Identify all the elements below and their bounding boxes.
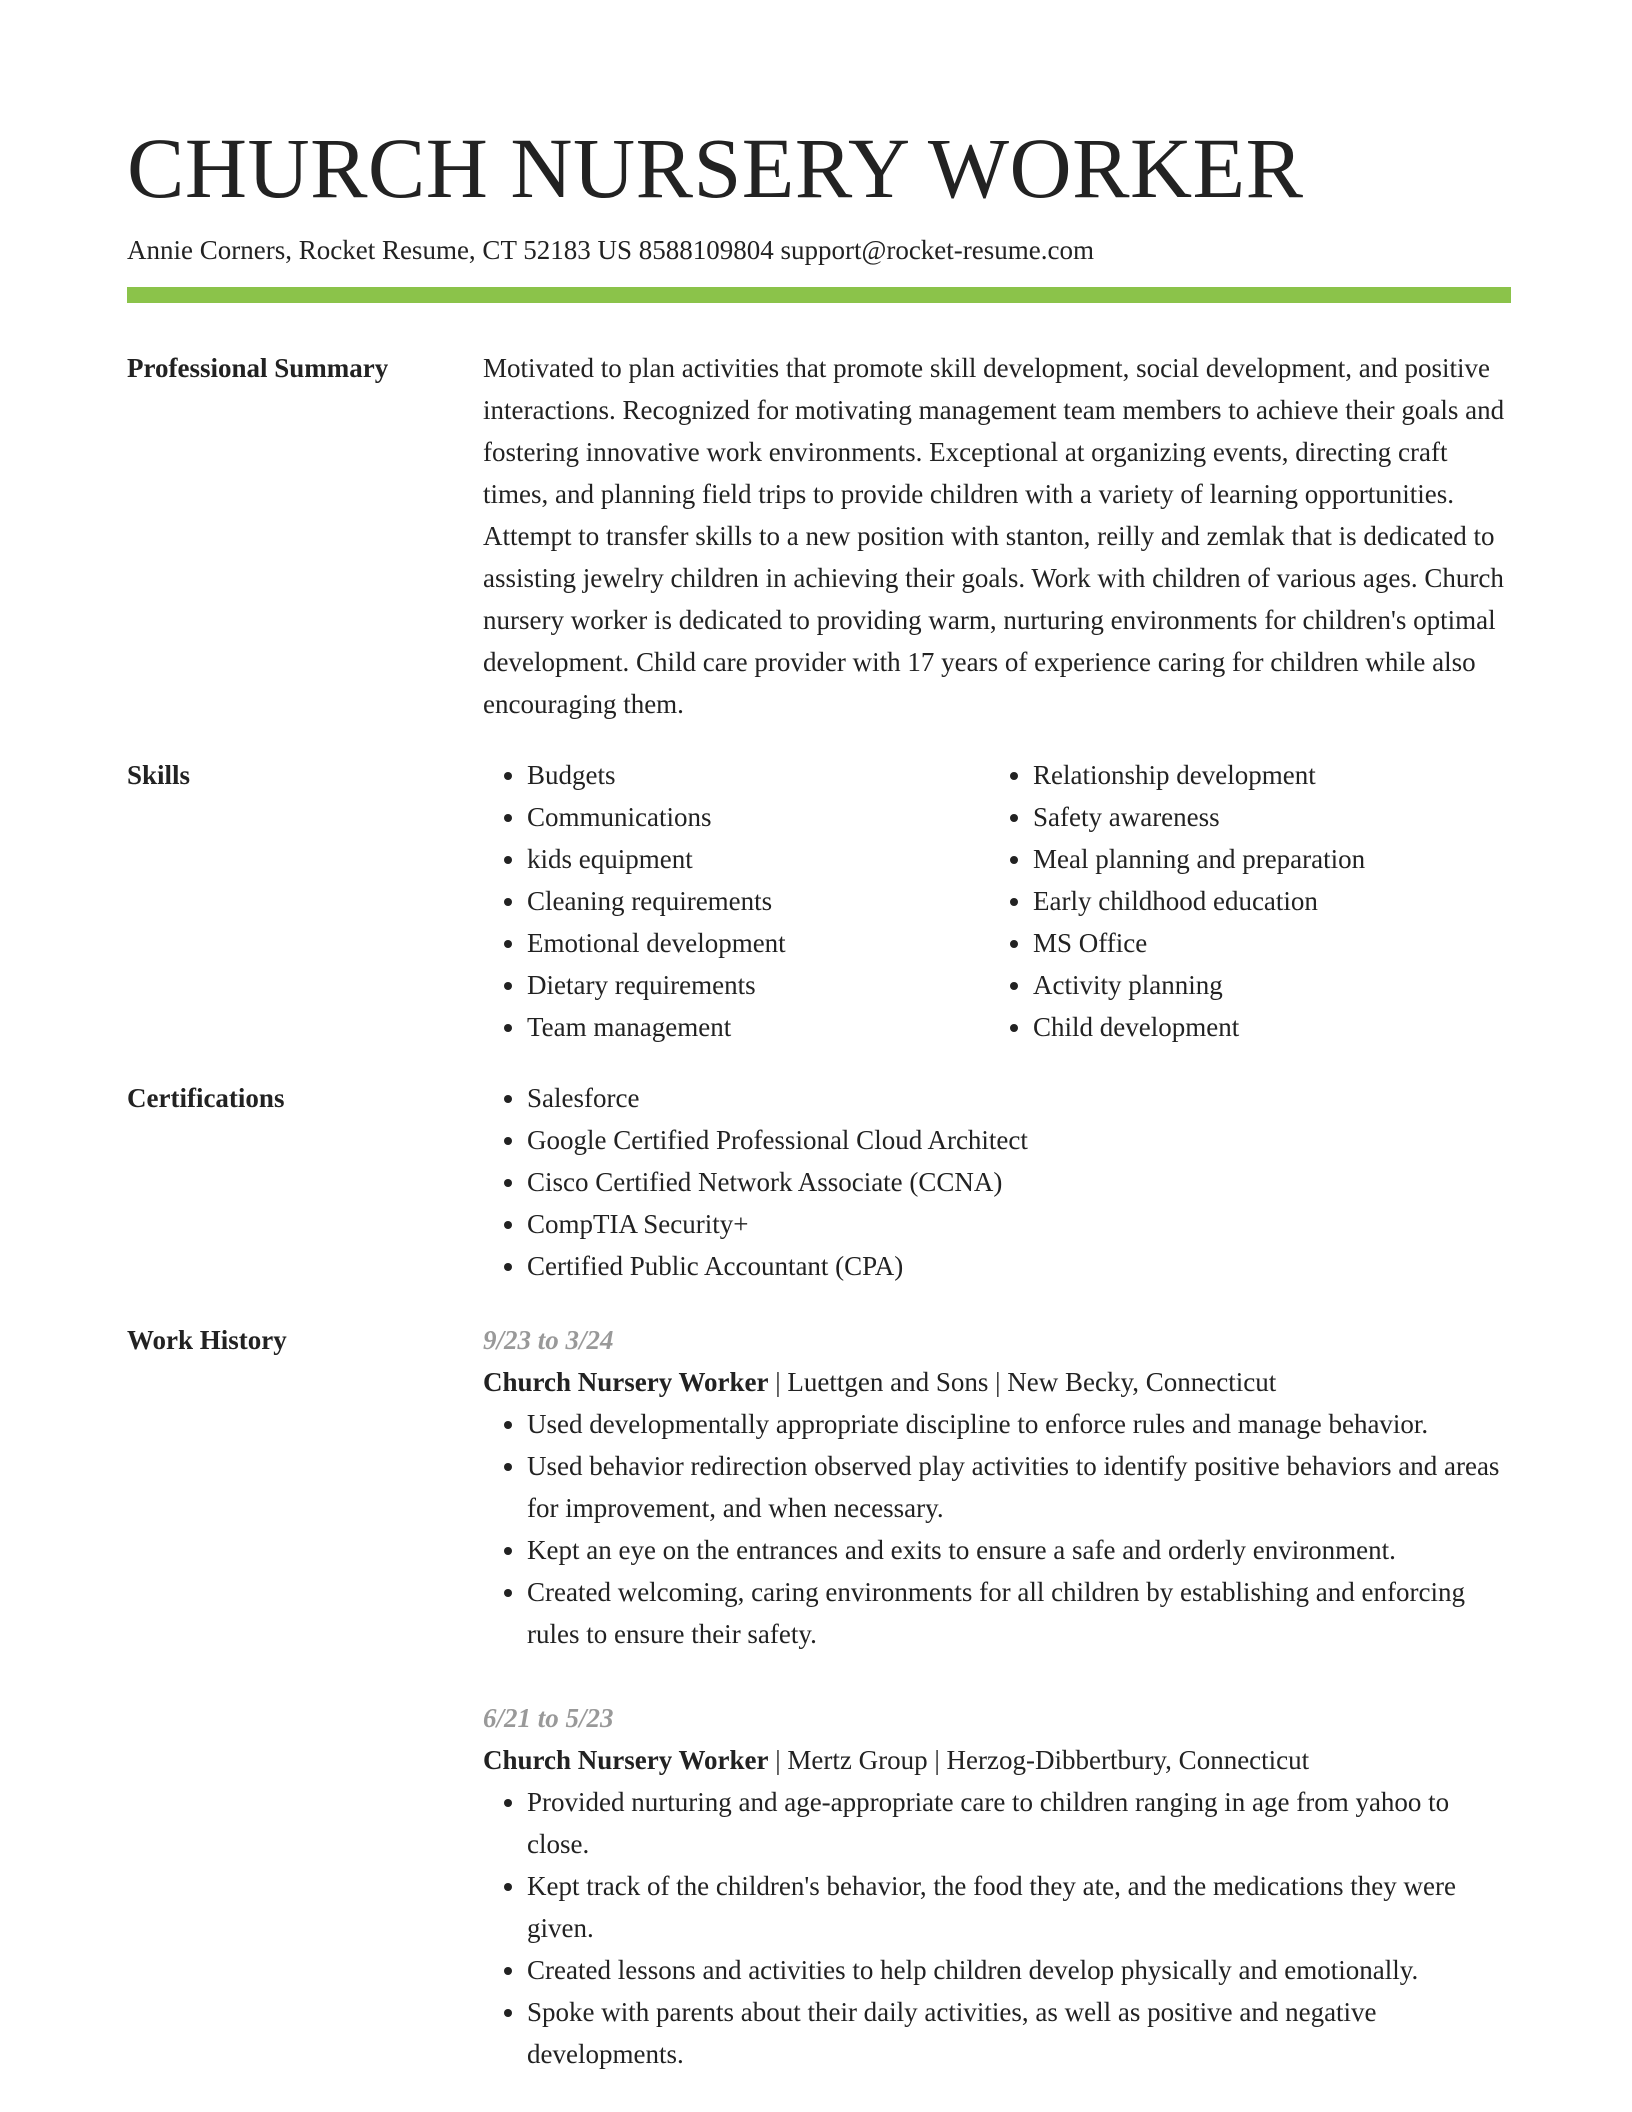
job-employer-location: | Luettgen and Sons | New Becky, Connecticut xyxy=(768,1367,1277,1397)
job-duties-list xyxy=(483,1403,1511,1655)
skill-item: • Activity planning xyxy=(1033,964,1489,1006)
skill-item: • kids equipment xyxy=(527,838,983,880)
skills-label: Skills xyxy=(127,760,191,790)
skills-columns xyxy=(483,754,1511,1054)
certification-item: • Cisco Certified Network Associate (CCNA) xyxy=(527,1161,1511,1203)
certifications-list xyxy=(483,1077,1511,1287)
certification-item: • Google Certified Professional Cloud Architect xyxy=(527,1119,1511,1161)
work-history-label: Work History xyxy=(127,1325,287,1355)
job-duties-list xyxy=(483,1781,1511,2075)
job-duty-item: • Created welcoming, caring environments for all children by establishing and enforcing rules to ensure their safety. xyxy=(527,1571,1511,1655)
skill-item: • Child development xyxy=(1033,1006,1489,1048)
job-title-line xyxy=(483,1361,1511,1403)
skills-column-right xyxy=(989,754,1489,1048)
skill-item: • Cleaning requirements xyxy=(527,880,983,922)
accent-divider xyxy=(127,287,1511,303)
skill-item: • Relationship development xyxy=(1033,754,1489,796)
job-duty-item: • Spoke with parents about their daily activities, as well as positive and negative developments. xyxy=(527,1991,1511,2075)
job-entry xyxy=(483,1319,1511,1655)
skills-column-left xyxy=(483,754,983,1048)
skill-item: • Budgets xyxy=(527,754,983,796)
job-dates: 9/23 to 3/24 xyxy=(483,1325,614,1355)
skill-item: • Team management xyxy=(527,1006,983,1048)
skill-item: • Communications xyxy=(527,796,983,838)
job-title: Church Nursery Worker xyxy=(483,1367,769,1397)
job-entry xyxy=(483,1697,1511,2075)
work-history-body xyxy=(483,1319,1511,2075)
skills-body xyxy=(483,754,1511,1054)
job-duty-item: • Used developmentally appropriate discipline to enforce rules and manage behavior. xyxy=(527,1403,1511,1445)
certification-item: • Certified Public Accountant (CPA) xyxy=(527,1245,1511,1287)
resume-name-heading: CHURCH NURSERY WORKER xyxy=(127,120,1304,216)
skill-item: • MS Office xyxy=(1033,922,1489,964)
job-dates: 6/21 to 5/23 xyxy=(483,1703,614,1733)
certification-item: • CompTIA Security+ xyxy=(527,1203,1511,1245)
certification-item: • Salesforce xyxy=(527,1077,1511,1119)
job-employer-location: | Mertz Group | Herzog-Dibbertbury, Connecticut xyxy=(768,1745,1310,1775)
job-title-line xyxy=(483,1739,1511,1781)
skill-item: • Emotional development xyxy=(527,922,983,964)
summary-body xyxy=(483,347,1511,725)
summary-text: Motivated to plan activities that promote skill development, social development, and positive interactions. Recognized for motivating management team members to achieve their goals and fostering innovative work environments. Exceptional at organizing events, directing craft times, and planning field trips to provide children with a variety of learning opportunities. Attempt to transfer skills to a new position with stanton, reilly and zemlak that is dedicated to assisting jewelry children in achieving their goals. Work with children of various ages. Church nursery worker is dedicated to providing warm, nurturing environments for children's optimal development. Child care provider with 17 years of experience caring for children while also encouraging them. xyxy=(483,353,1505,719)
job-duty-item: • Created lessons and activities to help children develop physically and emotionally. xyxy=(527,1949,1511,1991)
contact-line: Annie Corners, Rocket Resume, CT 52183 US 8588109804 support@rocket-resume.com xyxy=(127,235,1094,265)
skills-list-right xyxy=(989,754,1489,1048)
job-duty-item: • Kept an eye on the entrances and exits to ensure a safe and orderly environment. xyxy=(527,1529,1511,1571)
job-title: Church Nursery Worker xyxy=(483,1745,769,1775)
skills-list-left xyxy=(483,754,983,1048)
summary-label: Professional Summary xyxy=(127,353,389,383)
skill-item: • Early childhood education xyxy=(1033,880,1489,922)
skill-item: • Dietary requirements xyxy=(527,964,983,1006)
job-duty-item: • Kept track of the children's behavior, the food they ate, and the medications they were given. xyxy=(527,1865,1511,1949)
certifications-label: Certifications xyxy=(127,1083,285,1113)
certifications-body xyxy=(483,1077,1511,1287)
job-duty-item: • Used behavior redirection observed play activities to identify positive behaviors and areas for improvement, and when necessary. xyxy=(527,1445,1511,1529)
skill-item: • Safety awareness xyxy=(1033,796,1489,838)
skill-item: • Meal planning and preparation xyxy=(1033,838,1489,880)
job-duty-item: • Provided nurturing and age-appropriate care to children ranging in age from yahoo to close. xyxy=(527,1781,1511,1865)
